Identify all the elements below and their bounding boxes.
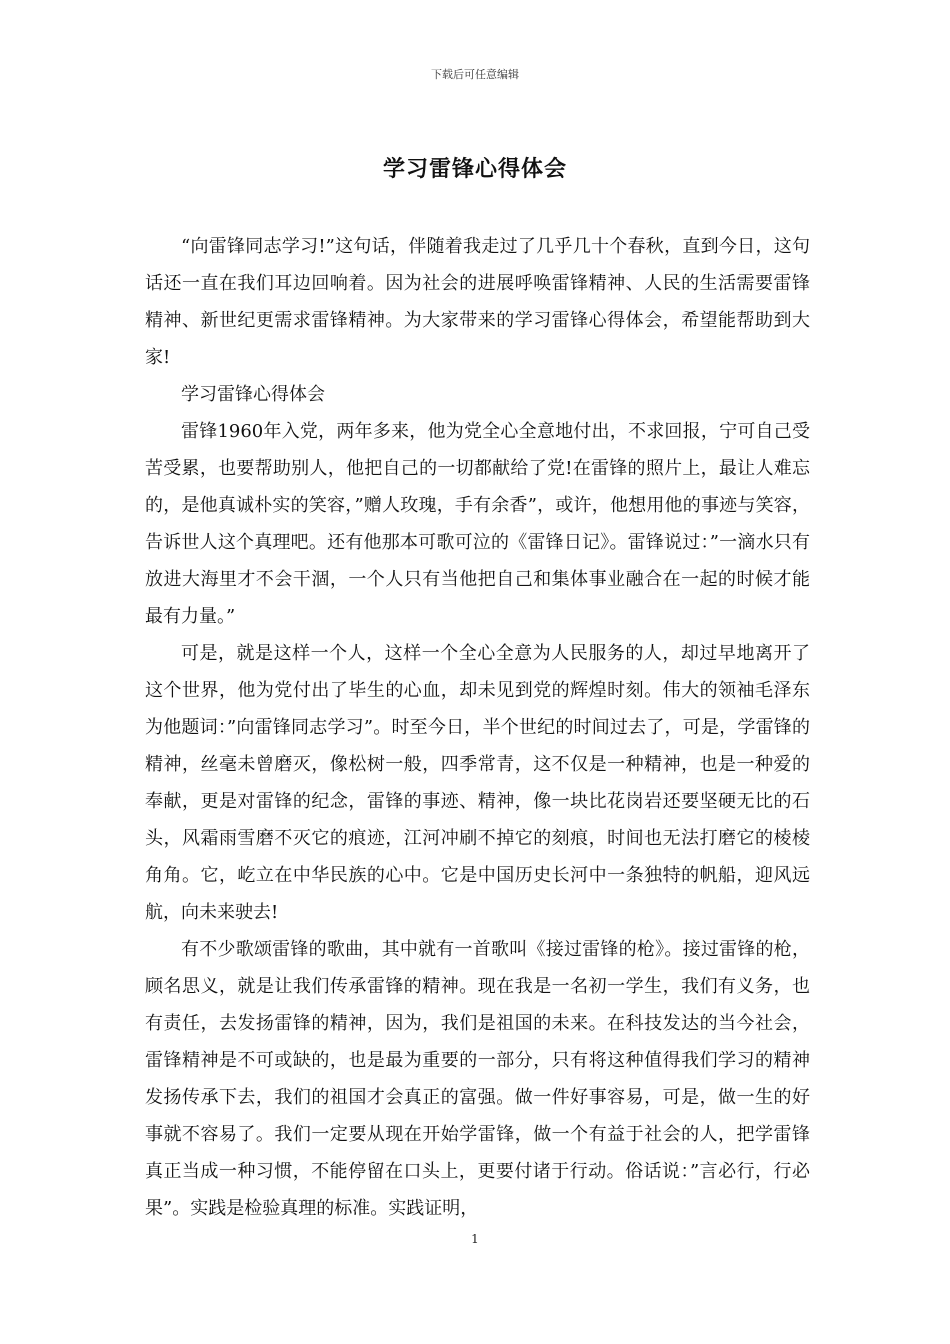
document-title: 学习雷锋心得体会 [382,156,567,182]
page-header-note: 下载后可任意编辑 [431,68,519,81]
paragraph-lei-feng-legacy: 可是，就是这样一个人，这样一个全心全意为人民服务的人，却过早地离开了这个世界，他为党付出了毕生的心血，却未见到党的辉煌时刻。伟大的领袖毛泽东为他题词：”向雷锋同志学习”。时至今日，半个世纪的时间过去了，可是，学雷锋的精神，丝毫未曾磨灭，像松树一般，四季常青，这不仅是一种精神，也是一种爱的奉献，更是对雷锋的纪念，雷锋的事迹、精神，像一块比花岗岩还要坚硬无比的石头，风霜雨雪磨不灭它的痕迹，江河冲刷不掉它的刻痕，时间也无法打磨它的棱棱角角。它，屹立在中华民族的心中。它是中国历史长河中一条独特的帆船，迎风远航，向未来驶去! [145,643,810,923]
paragraph-intro: “向雷锋同志学习!”这句话，伴随着我走过了几乎几十个春秋，直到今日，这句话还一直在我们耳边回响着。因为社会的进展呼唤雷锋精神、人民的生活需要雷锋精神、新世纪更需求雷锋精神。为大家带来的学习雷锋心得体会，希望能帮助到大家! [145,236,810,368]
page-number: 1 [471,1232,479,1246]
paragraph-carry-on-spirit: 有不少歌颂雷锋的歌曲，其中就有一首歌叫《接过雷锋的枪》。接过雷锋的枪，顾名思义，就是让我们传承雷锋的精神。现在我是一名初一学生，我们有义务，也有责任，去发扬雷锋的精神，因为，我们是祖国的未来。在科技发达的当今社会，雷锋精神是不可或缺的，也是最为重要的一部分，只有将这种值得我们学习的精神发扬传承下去，我们的祖国才会真正的富强。做一件好事容易，可是，做一生的好事就不容易了。我们一定要从现在开始学雷锋，做一个有益于社会的人，把学雷锋真正当成一种习惯，不能停留在口头上，更要付诸于行动。俗话说：”言必行，行必果”。实践是检验真理的标准。实践证明， [145,939,810,1219]
document-body [145,228,810,1227]
paragraph-lei-feng-party: 雷锋1960年入党，两年多来，他为党全心全意地付出，不求回报，宁可自己受苦受累，也要帮助别人，他把自己的一切都献给了党!在雷锋的照片上，最让人难忘的，是他真诚朴实的笑容，”赠人玫瑰，手有余香”，或许，他想用他的事迹与笑容，告诉世人这个真理吧。还有他那本可歌可泣的《雷锋日记》。雷锋说过：”一滴水只有放进大海里才不会干涸，一个人只有当他把自己和集体事业融合在一起的时候才能最有力量。” [145,421,810,627]
paragraph-subheading: 学习雷锋心得体会 [181,384,325,405]
